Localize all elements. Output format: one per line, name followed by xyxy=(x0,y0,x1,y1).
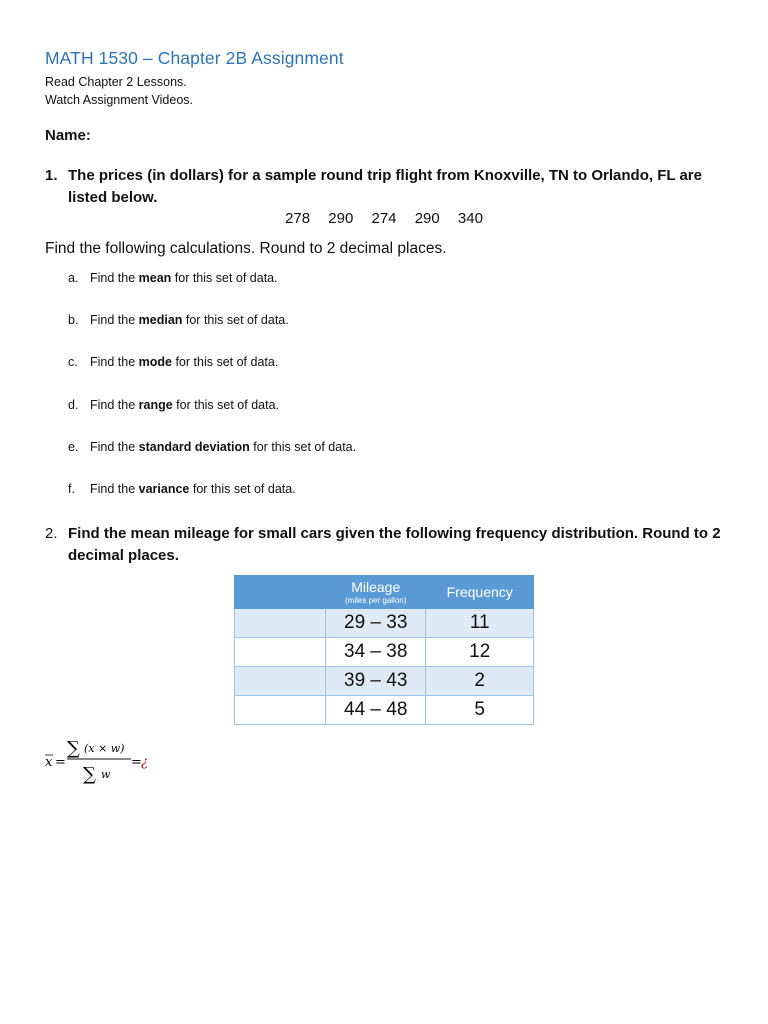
instruction-line-1: Read Chapter 2 Lessons. xyxy=(45,75,187,89)
frequency-cell: 12 xyxy=(426,638,534,667)
table-row xyxy=(235,609,534,638)
price-value: 340 xyxy=(457,210,483,227)
table-header-mileage: Mileage (miles per gallon) xyxy=(326,576,426,609)
mileage-cell: 29 – 33 xyxy=(326,609,426,638)
question-1-text: The prices (in dollars) for a sample round trip flight from Knoxville, TN to Orlando, FL are listed below. xyxy=(68,167,702,206)
price-value: 278 xyxy=(285,210,311,227)
formula-result-mark: ¿ xyxy=(141,755,148,770)
price-list xyxy=(0,210,768,227)
table-header-row xyxy=(235,576,534,609)
formula-xbar: x xyxy=(45,755,53,770)
formula-sum-top: ∑ xyxy=(67,738,80,759)
question-2-text: Find the mean mileage for small cars given the following frequency distribution. Round to 2 decimal places. xyxy=(68,525,721,564)
frequency-table xyxy=(234,575,534,725)
price-value: 274 xyxy=(371,210,397,227)
instruction-line-2: Watch Assignment Videos. xyxy=(45,93,193,107)
question-1-number: 1. xyxy=(45,167,58,184)
price-value: 290 xyxy=(328,210,354,227)
question-2-number: 2. xyxy=(45,525,58,542)
mean-formula xyxy=(45,735,185,785)
frequency-cell: 5 xyxy=(426,696,534,725)
mileage-cell: 44 – 48 xyxy=(326,696,426,725)
frequency-cell: 2 xyxy=(426,667,534,696)
frequency-cell: 11 xyxy=(426,609,534,638)
table-header-frequency: Frequency xyxy=(426,576,534,609)
formula-result-equals: = xyxy=(131,755,142,770)
name-label: Name: xyxy=(45,127,91,144)
table-row xyxy=(235,667,534,696)
table-row xyxy=(235,638,534,667)
question-1 xyxy=(45,165,735,209)
formula-denominator: w xyxy=(101,768,111,781)
calculation-instruction: Find the following calculations. Round to 2 decimal places. xyxy=(45,240,447,257)
document-page: MATH 1530 – Chapter 2B Assignment Read Chapter 2 Lessons. Watch Assignment Videos. Name: 1. The prices (in dollars) for a sample round trip flight from Knoxville, TN to Orlando, FL are listed below. 278 290 274 290 340 Find the following calculations. Round to 2 decimal places. a. Find the mean for this set of data. b. Find the median for this set of data. c. Find the mode for this set of data. d. Find the range for this set of data. e. Find the standard deviation for this set of data. f. Find the variance for this set of data. 2. Find the mean mileage for small cars given the following frequency distribution. Round to 2 decimal places. Mileage (miles per gallon) Frequency 29 – 33 11 34 – 38 12 39 – 43 2 44 – 48 5 x = ∑ (x × w) ∑ w = ¿ xyxy=(0,0,768,1024)
formula-sum-bottom: ∑ xyxy=(83,764,96,785)
formula-equals: = xyxy=(55,755,66,770)
page-title: MATH 1530 – Chapter 2B Assignment xyxy=(45,48,344,68)
mileage-cell: 34 – 38 xyxy=(326,638,426,667)
price-value: 290 xyxy=(414,210,440,227)
question-2 xyxy=(45,523,735,567)
mileage-cell: 39 – 43 xyxy=(326,667,426,696)
formula-numerator: (x × w) xyxy=(84,742,125,755)
table-header-blank xyxy=(235,576,326,609)
table-row xyxy=(235,696,534,725)
